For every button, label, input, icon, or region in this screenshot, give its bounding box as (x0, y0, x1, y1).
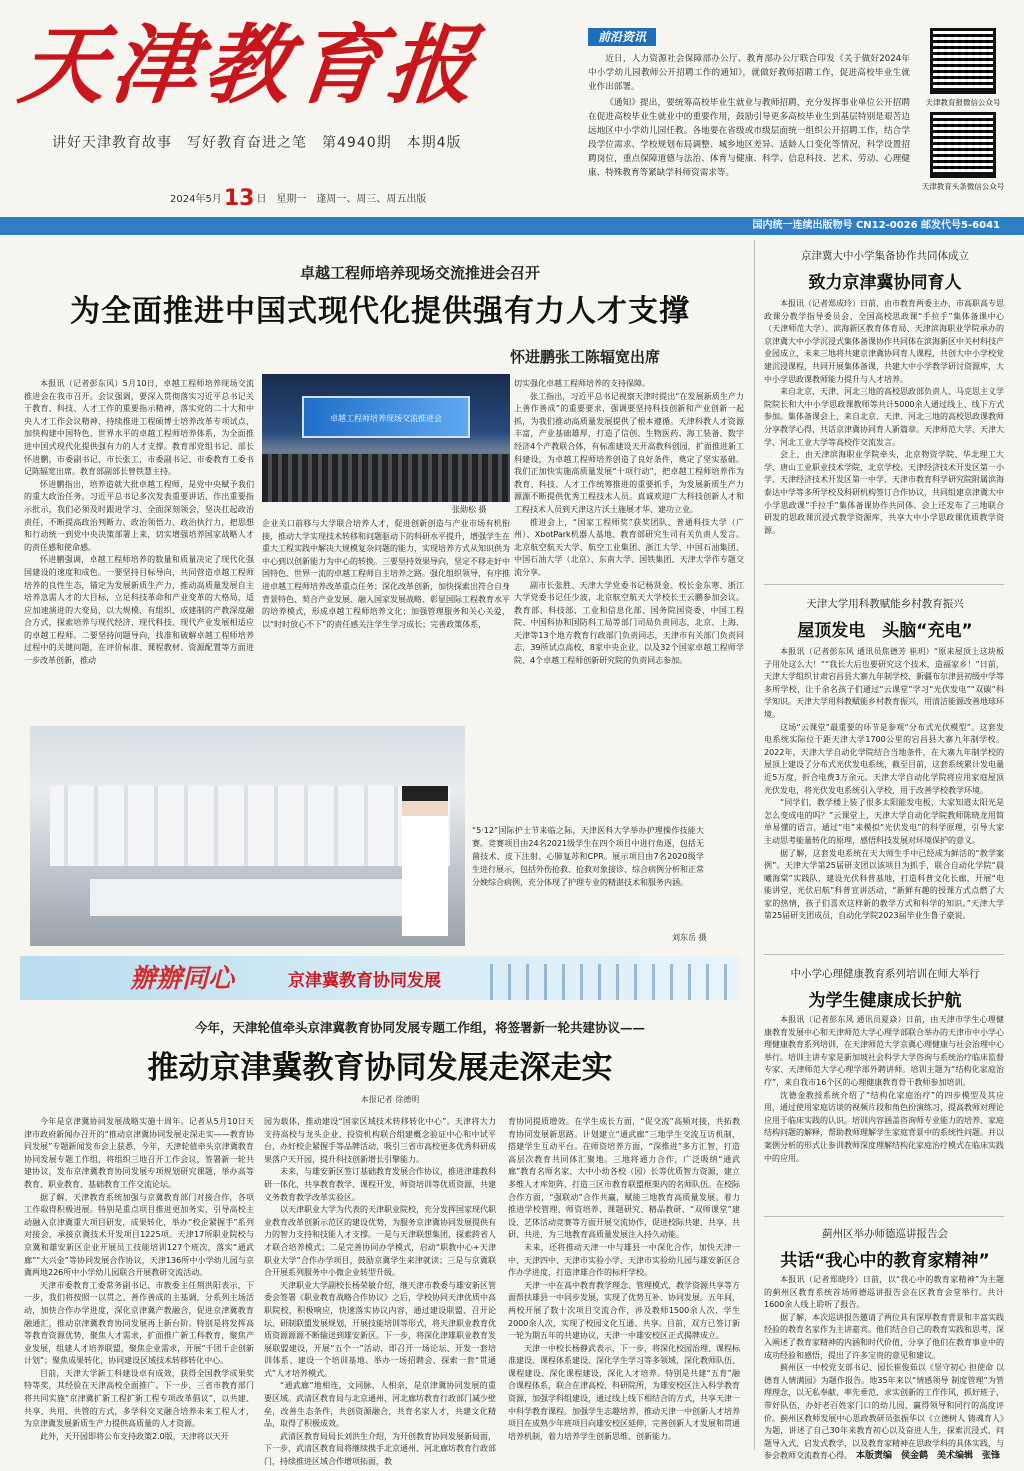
story2-column-2 (264, 1116, 496, 1467)
story2-para: 目前，天津大学新工科建设卓有成效，获得全国教学成果奖特等奖，其经验在天津高校全面推广。下一步，三省市教育部门将共同实施“京津冀扩新工程扩新工程专项改革倡议”，以共建、共享、共用、共管的方式，多学科交叉融合培养未来工程人才，为京津冀发展新质生产力提供高质量的人才资源。 (24, 1368, 254, 1429)
right-story4-title: 共话“我心中的教育家精神” (780, 1251, 990, 1271)
conference-photo (262, 374, 510, 502)
qr-code-icon (930, 112, 996, 178)
lead-para: 企业关口前移与大学联合培养人才，促进创新创造与产业市场有机衔接，推动大学实现技术转移和问题驱动下的科研水平提升，增强学生在重大工程实践中解决大规模复杂问题的能力，实现培养方式从知识供为中心到以创新能力为中心的转换。三要坚持效果导向，坚定不移走好中国特色、世界一流的卓越工程师自主培养之路。强化组织领导，有序推进卓越工程师培养改革重点任务；深化改革创新，加快探索出符合自身背景特色、契合产业发展、融入国家发展战略、彰显国际工程教育水平的培养模式，形成卓越工程师培养文化；加强管理服务和关心关爱，以“时时放心不下”的责任感关注学生学习成长；完善政策体系， (262, 519, 510, 629)
right-para: 据了解，本次巡讲报告邀请了两位具有深厚教育背景和丰富实践经验的教育名家作为主讲嘉宾。他们结合自己的教育实践和思考，深入阐述了教育家精神的内涵和时代价值，分享了他们在教育事业中的成功经验和感悟，提出了许多宝贵的意见和建议。 (764, 1312, 1004, 1360)
lead-para: 副市长张胜、天津大学党委书记杨贤金、校长金东寒、浙江大学党委书记任少波，北京航空航天大学校长王云鹏参加会议。教育部、科技部、工业和信息化部、国务院国资委、中国工程院、中国科协和国防科工局等部门司局负责同志，北京、上海、天津等13个地方教育行政部门负责同志，天津市有关部门负责同志，39所试点高校、8家中央企业，以及32个国家卓越工程师学院、4个卓越工程师创新研究院的负责同志参加。 (514, 580, 744, 666)
right-para: 蓟州区一中校党支部书记、园长崔俊茹以《坚守初心 担使命 以德育人情满园》为题作报告。地35年来以“情感领导 制度管理”为管理理念，以无私奉献、率先垂范、求实创新的工作作风，抓好班子，带好队伍，办好老百姓家门口的幼儿园，赢得领导和同行的高度评价。蓟州区教师发展中心思政教研员张振华以《立德树人 铸魂育人》为题，讲述了自己30年来教育初心以及奋进人生，探索沉浸式、问题导入式、启发式教学，以及教育家精神在思政学科的具体实践，与参会教师交流教育心得。 (764, 1363, 1004, 1461)
lead-kicker: 卓越工程师培养现场交流推进会召开 (299, 264, 540, 282)
lead-para: 怀进鹏指出，培养造就大批卓越工程师，是党中央赋予我们的重大政治任务。习近平总书记多次发表重要讲话、作出重要指示批示，我们必须及时跟进学习、全面深刻领会，坚决扛起政治责任，不断提高政治判断力、政治领悟力、政治执行力，把思想和行动统一到党中央决策部署上来，切实增强培养国家战略人才的责任感和使命感。 (24, 479, 254, 552)
right-story2-title: 屋顶发电 头脑“充电” (797, 621, 973, 641)
right-para: 沈德金教授系统介绍了“结构化家庭治疗”的四步模型及其应用，通过使用家庭访谈的视频片段和角色扮演练习，提高教师对理论应用于临床实践的认识。培训内容涵盖咨询师专业能力的培养、家庭结构问题的解释，帮助教师理解学生家庭背景中的系统性问题。并以案例分析的形式让参训教师深度理解结构化家庭治疗模式在临床实践中的应用。 (764, 1090, 1004, 1163)
skyline-decoration (490, 964, 740, 1000)
front-news-box (588, 28, 910, 210)
issue-date (170, 186, 426, 211)
qr-code-icon (930, 28, 996, 94)
nurses-row (50, 786, 450, 866)
right-para: 本报讯（记者彭东风 通讯员夏焱）日前，由天津市学生心理健康教育发展中心和天津师范大学心理学部联合举办的天津市中小学心理健康教育系列培训，在天津师范大学京冀心理健康与社会治理中心举行。培训主讲专家是新加坡社会科学大学咨询与系统治疗临床监督专家、天津师范大学心理学部外聘讲师。培训主题为“结构化家庭治疗”，来自我市16个区的心理健康教育骨干教师参加培训。 (764, 1015, 1004, 1087)
story2-column-3 (508, 1116, 740, 1446)
story2-para: 天津一中在高中教育教学理念、管理模式、教学资源共享等方面帮扶雄县一中同步发展，实现了优势互补、协同发展。五年间，两校开展了数十次项目交流合作，涉及教师1500余人次、学生2000余人次，实现了校园文化互通、共享。目前，双方已签订新一轮为期五年的共建协议，天津一中雄安校区正式揭牌成立。 (508, 1280, 740, 1341)
story2-para: 天津一中校长杨静武表示，下一步，将深化校园治理、课程标准建设、课程体系建设、深化学生学习等多领域，深化教师队伍、课程建设、深化课程建设，深化人才培养。特别是共建“五育”融合课程体系，联合在津高校、科研院所，为雄安校区注入科学教育资源，加强学科组建设，通过线上线下相结合的方式，共享天津一中科学教育课程。加强学生志趣培养，推动天津一中创新人才培养项目在成熟少年班项目向雄安校区延伸，完善创新人才发展和贯通培养机制，着力培养学生创新思维、创新能力。 (508, 1343, 740, 1441)
lead-column-1 (24, 378, 254, 700)
front-news-para: 近日，人力资源社会保障部办公厅、教育部办公厅联合印发《关于做好2024年中小学幼儿园教师公开招聘工作的通知》，就做好教师招聘工作，促进高校毕业生就业作出部署。 (588, 54, 910, 92)
story2-para: 今年是京津冀协同发展战略实施十周年。记者从5月10日天津市政府新闻办召开的“推动京津冀协同发展走深走实——教育协同发展”专题新闻发布会上获悉，今年，天津轮值牵头京津冀教育协同发展专题工作组，将组织三地召开工作会议，签署新一轮共建协议，发布京津冀教育协同发展专项规划研究课题，举办高等教育、职业教育、基础教育工作交流论坛。 (24, 1117, 254, 1189)
qr-wechat[interactable] (925, 28, 1018, 108)
page-editor-credits: 本版责编 侯金鹤 美术编辑 张锋 (855, 1451, 1000, 1461)
story2-kicker: 今年，天津轮值牵头京津冀教育协同发展专题工作组，将签署新一轮共建协议—— (194, 1020, 645, 1035)
nursing-contest-photo (30, 726, 465, 946)
story2-para: “通武廊”地相连，文同脉，人相亲，是京津冀协同发展的重要区域。武清区教育局与北京通州、河北廊坊教育行政部门减少壁垒，改善生态条件，共创资源融合，共育名家人才，共建文化精品，取得了积极成效。 (264, 1381, 496, 1429)
story2-headline: 推动京津冀教育协同发展走深走实 (147, 1050, 613, 1086)
right-para: 本报讯（记者郑晓玲）日前，以“我心中的教育家精神”为主题的蓟州区教育系统首场师德巡讲报告会在区教育会堂举行。共计1600余人线上聆听了报告。 (764, 1275, 1004, 1310)
right-story2-body (764, 646, 1004, 950)
right-para: 来自北京、天津、河北三地的高校思政部负责人、马克思主义学院院长和大中小学思政课教师等共计5000余人通过线上、线下方式参加。集体备课会上，来自北京、天津、河北三地的高校思政课教师分享教学心得，共话京津冀协同育人新篇章。天津师范大学、天津大学、河北工业大学等高校作交流发言。 (764, 387, 1004, 447)
screen-text: 卓越工程师培养现场交流推进会 (330, 414, 442, 423)
audience (262, 454, 510, 502)
front-news-tag: 前沿资讯 (588, 28, 656, 46)
story2-para: 天津市委教育工委常务副书记、市教委主任荆洪阳表示，下一步，我们将按照一以贯之、善作善成的主基调，分系列主场活动，加快合作办学进度，深化京津冀产教融合，促进京津冀教育融通汇，推动京津冀教育协同发展再上新台阶。特别是将发挥高等教育资源优势，聚焦人才需求，扩面推广新工科教育，聚焦产业发展，组建人才培养联盟，聚焦企业需求，开展“千团千企创新计划”；聚焦成果转化，协同建设区域技术转移转化中心。 (24, 1280, 254, 1366)
right-story3-title: 为学生健康成长护航 (808, 991, 962, 1011)
divider (764, 954, 1004, 955)
lead-para: 怀进鹏强调，卓越工程师培养的数量和质量决定了现代化强国建设的速度和成色。一要坚持目标导向，共同营造卓越工程师培养的良性生态，锚定为发展新质生产力，推动高质量发展自主培养急需人才的大目标，立足科技革命和产业变革的大格局，适应加速演进的大变局，以大规模、有组织、成建制的产教深度融合方式，探索培养与现代经济、现代科技、现代产业发展相适应的卓越工程师。二要坚持问题导向，找准和破解卓越工程师培养过程中的关键问题，在评价标准、课程教材、资源配置等方面进一步改革创新，推动 (24, 555, 254, 666)
lead-subtitle: 怀进鹏张工陈辐宽出席 (509, 348, 660, 366)
qr-label: 天津教育头条微信公众号 (921, 182, 1005, 191)
right-story3-kicker: 中小学心理健康教育系列培训在师大举行 (790, 968, 980, 980)
right-para: 本报讯（记者彭东风 通讯员焦德芳 崔玥）“原来屋顶上这块板子用处这么大！”“我长大后也要研究这个技术，造福家乡！”日前，天津大学组织甘肃宕昌县大寨九年制学校、新疆布尔津县初级中学等多所学校，让千余名孩子们通过“云课堂”学习“光伏发电”“双碳”科学知识。天津大学用科教赋能乡村教育振兴，用清洁能源改善地球环境。 (764, 647, 1004, 719)
story2-para: 以天津职业大学为代表的天津职业院校，充分发挥国家现代职业教育改革创新示范区的建设优势，为服务京津冀协同发展提供有力的智力支持和技能人才支撑。一是与天津联想集团，探索跨省人才联合培养模式；二是完善协同办学模式，启动“职教中心+天津职业大学”合作办学项目，鼓励京冀学生来津就读；三是与京冀联合开展系列服务中小微企业转型升级。 (264, 1205, 496, 1278)
lead-headline: 为全面推进中国式现代化提供强有力人才支撑 (70, 294, 690, 329)
right-para: 据了解，这套发电系统在天大师生手中已经成为鲜活的“教学案例”。天津大学第25届研支团以该项目为抓手，联合自动化学院“晨曦海棠”实践队，建设光伏科普基地，打造科普文化长廊，开展“电能讲堂、光伏启航”科普宣讲活动，“新鲜有趣的授课方式点燃了大家的热情，孩子们喜欢这样新的教学方式和科学的知识。”天津大学第25届研支团成员，自动化学院2023届毕业生鲁子豪说。 (764, 848, 1004, 921)
right-para: “同学们，教学楼上装了很多太阳能发电板，大家知道太阳光是怎么变成电的吗？”云课堂上，天津大学自动化学院教师陈晓龙用简单易懂的语言，通过“电”来模拟“光伏发电”的科学原理，引导大家主动思考能量转化的原理，感悟科技发展对环境保护的意义。 (764, 798, 1004, 845)
front-news-para: 《通知》提出，要统筹高校毕业生就业与教师招聘，充分发挥事业单位公开招聘在促进高校毕业生就业中的重要作用，鼓励引导更多高校毕业生到基层特别是艰苦边远地区中小学幼儿园任教。各地要在省级或市级层面统一组织公开招聘工作，结合学段学位需求、学校规划布局调整、城乡地区差异、适龄人口变化等情况，科学设置招聘岗位，重点保障道德与法治、体育与健康、科学、信息科技、艺术、劳动、心理健康、特殊教育等紧缺学科师资需求等。 (588, 98, 910, 178)
lead-para: 切实强化卓越工程师培养的支持保障。 (514, 379, 650, 388)
publication-number-bar: 国内统一连续出版物号 CN12-0026 邮发代号5-6041 (0, 217, 1024, 235)
right-story1-title: 致力京津冀协同育人 (808, 273, 962, 293)
nursing-photo-caption: “5·12”国际护士节来临之际，天津医科大学举办护理操作技能大赛。竞赛项目由24名2021级学生在四个项目中进行角逐，包括无菌技术、皮下注射、心肺复苏和CPR。展示项目由7名2020级学生进行展示，包括外伤抢救、抢救对象接诊、综合病例分析和正常分娩综合病例，充分体现了护理专业的精湛技术和服务内涵。 (472, 826, 704, 887)
section-title: 京津冀教育协同发展 (288, 971, 441, 991)
lead-column-2 (262, 518, 510, 700)
right-story3-body (764, 1014, 1004, 1212)
right-para: 会上，由天津滨海职业学院牵头，北京物资学院、华北理工大学、唐山工业职业技术学院、北京学校、天津经济技术开发区第一小学、天津经济技术开发区第一中学、天津市教育科学研究院附属滨海泰达中学等多所学校及科研机构签订合作协议，共同组建京津冀大中小学思政课“手拉手”集体备课协作共同体。会上还发布了三地联合研发的思政课沉浸式教学资源库，共享大中小学思政课优质教学资源。 (764, 450, 1004, 535)
story2-para: 此外，天开园即将公布支持政策2.0版，天津将以天开 (40, 1431, 229, 1441)
right-story4-kicker: 蓟州区举办师德巡讲报告会 (822, 1228, 948, 1240)
right-para: 本报讯（记者郑成玲）日前，由市教育两委主办，市高职高专思政课分教学指导委员会、全国高校思政课“手拉手”集体备课中心（天津师范大学）、滨海新区教育体育局、天津滨海职业学院承办的京津冀大中小学沉浸式集体备课协作共同体在滨海新区中关村科技产业园成立，未来三地将共建京津冀协同育人课程，共创大中小学校党建沉浸课程，共同开展集体备课，共建大中小学教学研讨资源库，大中小学思政课教师能力提升与人才培养。 (764, 299, 1004, 384)
divider (764, 1216, 1004, 1217)
masthead-slogan: 讲好天津教育故事 写好教育奋进之笔 第4940期 本期4版 (52, 135, 462, 151)
newspaper-title: 天津教育报 (14, 15, 486, 116)
right-story2-kicker: 天津大学用科教赋能乡村教育振兴 (806, 598, 964, 610)
masthead (14, 15, 580, 211)
section-script-logo: 辦辦同心 (130, 964, 235, 994)
qr-toutiao[interactable] (921, 112, 1018, 192)
right-para: 这场“云课堂”最重要的环节是参观“分布式光伏模型”。这套发电系统实际位于距天津大学1700公里的宕昌县大寨九年制学校。2022年，天津大学自动化学院结合当地条件，在大寨九年制学校的屋顶上建设了分布式光伏发电系统，截至目前，这套系统累计发电量近5万度，折合电费3万余元。天津大学自动化学院将应用家庭屋顶光伏发电，将光伏发电系统引入学校，用于改善学校教学环境。 (764, 722, 1004, 795)
lead-para: 推进会上，“国家工程师奖”获奖团队、普通科技大学（广州）、XbotPark机器人基地、教育部研究生司有关负责人发言。北京航空航天大学、航空工业集团、浙江大学、中国石油集团、中国石油大学（北京）、东南大学、国铁集团、天津大学作专题交流分享。 (514, 517, 744, 577)
nurse-figure (402, 786, 448, 936)
date-prefix: 2024年5月 (170, 194, 222, 205)
lead-column-3 (514, 378, 744, 700)
qr-label: 天津教育报微信公众号 (925, 98, 1001, 107)
lead-para: 张工指出，习近平总书记视察天津时提出“在发展新质生产力上善作善成”的重要要求，强调要坚持科技创新和产业创新一起抓，为我们推动高质量发展提供了根本遵循。天津科教人才资源丰富，产业基础雄厚，打造了信创、生物医药、海工装备、数字经济4个产教联合体，有标准建设天开高教科创园，扩面推进新工科建设，为卓越工程师培养创造了良好条件，奠定了坚实基础。我们正加快实施高质量发展“十项行动”，把卓越工程师培养作为教育、科技、人才工作统筹推进的重要抓手，为发展新质生产力源源不断提供优秀工程技术人员。真诚欢迎广大科技创新人才和工程技术人员到天津这片沃土施展才华、建功立业。 (514, 391, 744, 514)
column-divider (754, 240, 755, 1450)
right-story1-body (764, 298, 1004, 580)
story2-para: 未来，还将推动天津一中与雄县一中深化合作，加快天津一中、天津四中、天津市实验小学、天津市实验幼儿园与雄安新区合作办学进度，打造津雄合作的标杆学校。 (508, 1242, 740, 1278)
right-story1-kicker: 京津冀大中小学集备协作共同体成立 (801, 250, 969, 262)
story2-para: 育协同提质增效。在学生成长方面，“促交流”高频对接，共拓教育协同发展新思路。计划建立“通武廊”三地学生交流互访机制，搭建学生互动平台。在师资培养方面，“深推进”多方汇智，打造高层次教育共同体汇聚地。三地将通力合作，广泛吸纳“通武廊”教育名师名家、大中小幼各校（园）长等优质智力资源，建立多维人才库矩阵，打造三区市教育联盟框架内的名师队伍。在校际合作方面，“强联动”合作共赢，赋能三地教育高质量发展。着力推进学校管理、师资培养、课题研究、精品教研、“双师课堂”建设、艺体活动竞赛等方面开展交流协作，促进校际共建、共享、共研、共进，为三地教育高质量发展注入持久动能。 (508, 1117, 740, 1240)
date-day: 13 (223, 186, 255, 211)
hospital-bed (90, 876, 420, 916)
photo-credit: 张勋松 摄 (452, 505, 487, 514)
story2-para: 天津职业大学副校长杨荣敏介绍，继天津市教委与雄安新区管委会签署《职业教育战略合作协议》之后，学校协同天津优质中高职院校，积极响应，快速落实协议内容，通过建设联盟、召开论坛、研制联盟发展规划，开展技能培训等形式，将天津职业教育优质资源源源不断输送到雄安新区。下一步，将深化津雄职业教育发展联盟建设，开展“五个一”活动，即召开一场论坛、开发一套培训体系、建设一个培训基地、举办一场招聘会、探索一套“贯通式”人才培养模式。 (264, 1280, 496, 1378)
story2-byline: 本报记者 徐德明 (360, 1095, 420, 1104)
story2-para: 武清区教育局局长刘洪生介绍，为开创教育协同发展新局面，下一步，武清区教育局将继续携手北京通州、河北廊坊教育行政部门，持续推进区域合作增项拓面，教 (264, 1431, 496, 1467)
story2-para: 据了解，天津教育系统加强与京冀教育部门对接合作，各项工作取得积极进展。特别是重点项目推进更加务实，引导高校主动融入京津冀重大项目研发，成果转化，举办“校企紧握手”系列对接会，承接京冀技术开发项目1225项。天津17所职业院校与京冀和雄安新区企业开展员工技能培训127个班次，落实“通武廊”“大兴金”等协同发展合作协议，天津136所中小学幼儿园与京冀两地226所中小学幼儿园联合开展教研交流活动。 (24, 1192, 254, 1278)
photo-credit: 刘东岳 摄 (672, 933, 707, 942)
conference-screen (302, 396, 470, 438)
section-band (20, 956, 740, 1000)
story2-column-1 (24, 1116, 254, 1446)
story2-para: 未来，与雄安新区签订基础教育发展合作协议，推进津雄教科研一体化，共享教育教学、课程开发，师资培训等优质资源，共建义务教育教学改革实验区。 (264, 1167, 496, 1202)
story2-para: 园为载体，推动建设“国家区域技术转移转化中心”。天津将大力支持高校与龙头企业、投资机构联合组建概念验证中心和中试平台，办好校企紧握手等品牌活动，吸引三省市高校更多优秀科研成果落户天开园，提升科技创新增长引擎能力。 (264, 1117, 496, 1164)
date-suffix: 日 星期一 逢周一、周三、周五出版 (256, 194, 427, 205)
lead-para: 本报讯（记者彭东风）5月10日，卓越工程师培养现场交流推进会在我市召开。会议强调，要深入贯彻落实习近平总书记关于教育、科技、人才工作的重要指示精神，落实党的二十大和中央人才工作会议精神，持续推进工程硕博士培养改革专项试点，加快构建中国特色、世界水平的卓越工程师培养体系，为全面推进中国式现代化提供强有力的人才支撑。教育部党组书记、部长怀进鹏，市委副书记、市长张工，市委副书记、市委教育工委书记陈辐宽出席。教育部副部长曾铁慧主持。 (24, 379, 254, 477)
divider (764, 584, 1004, 585)
